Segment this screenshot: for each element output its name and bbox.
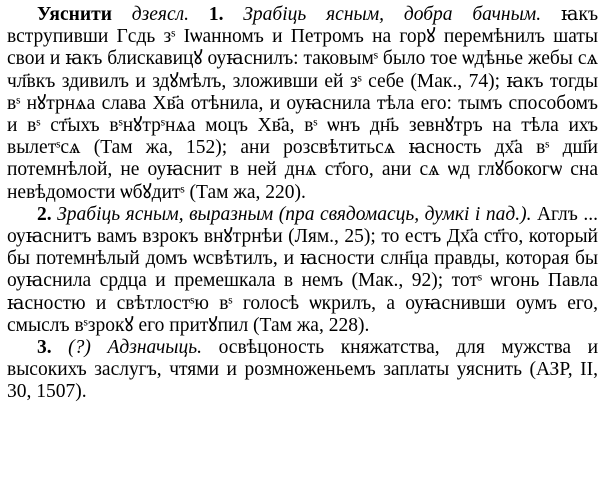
sense-2-number: 2. <box>37 203 52 225</box>
sense-2-citations: Аглъ ... оуꙗснитъ вамъ взрокъ внꙋтрнѣи (Лям., 25); то естъ Дх҃а ст҃го, который бы потемнѣлый домъ ѡсвѣтилъ, и ꙗсности слн҃ца правды, которая бы оуꙗснила срдца и премешкала в немъ (Мак., 92); тотˢ ѡгонь Павла ꙗсностю и свѣтлостˢю вˢ голосѣ ѡкрилъ, а оуꙗснивши оумъ его, смыслъ вˢзрокꙋ его притꙋпил (Там жа, 228). <box>7 203 599 336</box>
sense-1-number: 1. <box>208 4 224 25</box>
sense-1-paragraph <box>7 4 598 204</box>
part-of-speech: дзеясл. <box>131 4 189 25</box>
sense-1-citations: ꙗкъ вструпивши Гсдь зˢ Iѡанномъ и Петромъ на горꙋ перемѣнилъ шаты свои и ꙗкъ блискавицꙋ оуꙗснилъ: таковымˢ было тое ѡдѣнье жебы сѧ чл҃вкъ здивилъ и здꙋмѣлъ, зложивши ей зˢ себе (Мак., 74); ꙗкъ тогды вˢ нꙋтрнѧа слава Хв҃а отѣнила, и оуꙗснила тѣла его: тымъ способомъ и вˢ ст҃ыхъ вˢнꙋтрˢнѧа моцъ Хв҃а, вˢ ѡнъ дн҃ь зевнꙋтръ на тѣла ихъ вылетˢсѧ (Там жа, 152); ани розсвѣтитьсѧ ꙗсность дх҃а вˢ дш҃и потемнѣлой, не оуꙗснит в ней днѧ ст҃ого, ани сѧ ѡд глꙋбокогѡ сна невѣдомости ѡбꙋдитˢ (Там жа, 220). <box>7 4 599 203</box>
sense-2-gloss: Зрабіць ясным, выразным (пра свядомасць, думкі і пад.). <box>57 203 532 225</box>
sense-3-paragraph <box>7 337 598 404</box>
sense-3-number: 3. <box>37 337 52 359</box>
sense-1-gloss: Зрабіць ясным, добра бачным. <box>243 4 542 25</box>
sense-3-gloss: (?) Адзначыць. <box>68 337 203 359</box>
headword: Уяснити <box>37 4 112 25</box>
sense-2-paragraph <box>7 204 598 337</box>
sense-3-citations: освѣцоность княжатства, для мужства и высокихъ заслугъ, чтями и розмноженьемъ заплаты уяснить (АЗР, II, 30, 1507). <box>7 337 599 403</box>
